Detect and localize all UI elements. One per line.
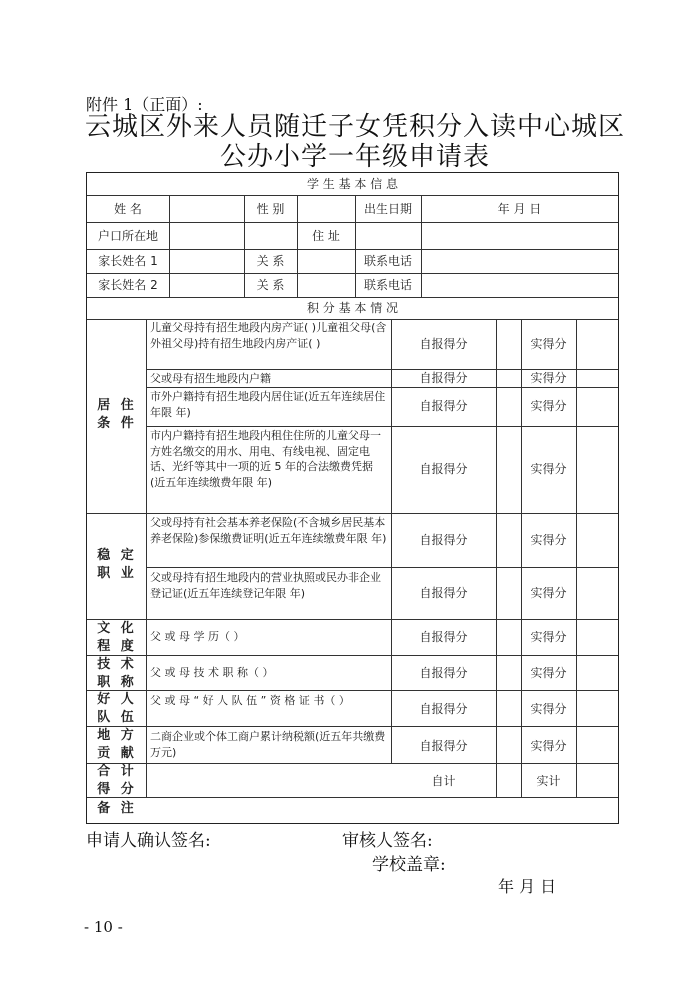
local-contribution-item: 二商企业或个体工商户累计纳税额(近五年共缴费 万元) xyxy=(150,730,386,759)
self-score-label: 自报得分 xyxy=(419,533,468,547)
actual-score-label: 实得分 xyxy=(530,666,567,680)
page-number: - 10 - xyxy=(84,918,123,936)
school-seal-label: 学校盖章: xyxy=(372,855,446,875)
residence-item-utility-bills: 市内户籍持有招生地段内租住住所的儿童父母一方姓名缴交的用水、用电、有线电视、固定电话、光纤等其中一项的近 5 年的合法缴费凭据(近五年连续缴费年限 年) xyxy=(150,429,381,489)
parent2-relation-label: 关 系 xyxy=(256,278,285,292)
parent2-name-label: 家长姓名 2 xyxy=(98,278,158,292)
actual-total-label: 实计 xyxy=(536,774,561,788)
parent2-name-field[interactable] xyxy=(171,276,243,294)
residence-item-permit: 市外户籍持有招生地段内居住证(近五年连续居住年限 年) xyxy=(150,390,386,419)
parent1-name-label: 家长姓名 1 xyxy=(98,254,158,268)
remarks-label: 备 注 xyxy=(97,801,137,816)
local-contribution-category: 地 方 贡 献 xyxy=(97,728,137,761)
professional-title-item: 父 或 母 技 术 职 称（ ） xyxy=(150,666,274,679)
birth-date-field[interactable]: 年 月 日 xyxy=(497,202,542,216)
self-score-label: 自报得分 xyxy=(419,702,468,716)
actual-score-label: 实得分 xyxy=(530,739,567,753)
total-score-category: 合 计 得 分 xyxy=(97,764,137,797)
self-score-label: 自报得分 xyxy=(419,739,468,753)
good-people-item: 父 或 母 “ 好 人 队 伍 ” 资 格 证 书（ ） xyxy=(150,694,350,707)
good-people-category: 好 人 队 伍 xyxy=(97,692,137,725)
student-info-heading: 学 生 基 本 信 息 xyxy=(306,177,399,191)
parent1-phone-field[interactable] xyxy=(423,252,615,270)
annex-label: 附件 1（正面）: xyxy=(86,95,203,114)
residence-item-property: 儿童父母持有招生地段内房产证( )儿童祖父母(含外祖父母)持有招生地段内房产证( ) xyxy=(150,321,387,350)
parent2-relation-field[interactable] xyxy=(299,276,354,294)
applicant-signature-label: 申请人确认签名: xyxy=(86,831,211,851)
name-label: 姓 名 xyxy=(114,202,142,216)
self-score-label: 自报得分 xyxy=(419,630,468,644)
employment-item-business-license: 父或母持有招生地段内的营业执照或民办非企业登记证(近五年连续登记年限 年) xyxy=(150,571,381,600)
actual-score-label: 实得分 xyxy=(530,462,567,476)
actual-score-label: 实得分 xyxy=(530,702,567,716)
actual-score-label: 实得分 xyxy=(530,630,567,644)
birth-date-label: 出生日期 xyxy=(363,202,412,216)
parent1-name-field[interactable] xyxy=(171,252,243,270)
self-score-label: 自报得分 xyxy=(419,371,468,385)
reviewer-signature-label: 审核人签名: xyxy=(342,831,433,851)
self-score-label: 自报得分 xyxy=(419,666,468,680)
application-form-table xyxy=(86,172,619,824)
hukou-label: 户口所在地 xyxy=(97,229,158,243)
form-title-line2: 公办小学一年级申请表 xyxy=(219,142,490,172)
address-label: 住 址 xyxy=(312,229,340,243)
parent2-phone-field[interactable] xyxy=(423,276,615,294)
address-field[interactable] xyxy=(357,226,615,246)
actual-score-label: 实得分 xyxy=(530,399,567,413)
signature-date: 年 月 日 xyxy=(498,877,557,896)
employment-category: 稳 定 职 业 xyxy=(97,548,137,581)
self-score-label: 自报得分 xyxy=(419,399,468,413)
parent1-relation-field[interactable] xyxy=(299,252,354,270)
education-category: 文 化 程 度 xyxy=(97,621,137,654)
parent2-phone-label: 联系电话 xyxy=(363,278,412,292)
points-info-heading: 积 分 基 本 情 况 xyxy=(306,301,399,315)
actual-score-label: 实得分 xyxy=(530,533,567,547)
actual-score-label: 实得分 xyxy=(530,337,567,351)
parent1-phone-label: 联系电话 xyxy=(363,254,412,268)
form-title-line1: 云城区外来人员随迁子女凭积分入读中心城区 xyxy=(84,112,625,142)
self-score-label: 自报得分 xyxy=(419,337,468,351)
name-field[interactable] xyxy=(171,199,243,219)
gender-field[interactable] xyxy=(299,199,354,219)
residence-category: 居 住 条 件 xyxy=(97,398,137,431)
education-item: 父 或 母 学 历（ ） xyxy=(150,630,245,643)
self-score-label: 自报得分 xyxy=(419,462,468,476)
self-score-label: 自报得分 xyxy=(419,586,468,600)
remarks-field[interactable] xyxy=(150,800,614,820)
parent1-relation-label: 关 系 xyxy=(256,254,285,268)
gender-label: 性 别 xyxy=(256,202,285,216)
self-total-label: 自计 xyxy=(431,774,456,788)
hukou-field[interactable] xyxy=(171,226,295,246)
residence-item-hukou: 父或母有招生地段内户籍 xyxy=(150,372,271,385)
employment-item-insurance: 父或母持有社会基本养老保险(不含城乡居民基本养老保险)参保缴费证明(近五年连续缴费年限 年) xyxy=(150,516,387,545)
professional-title-category: 技 术 职 称 xyxy=(97,657,137,690)
actual-score-label: 实得分 xyxy=(530,371,567,385)
actual-score-label: 实得分 xyxy=(530,586,567,600)
